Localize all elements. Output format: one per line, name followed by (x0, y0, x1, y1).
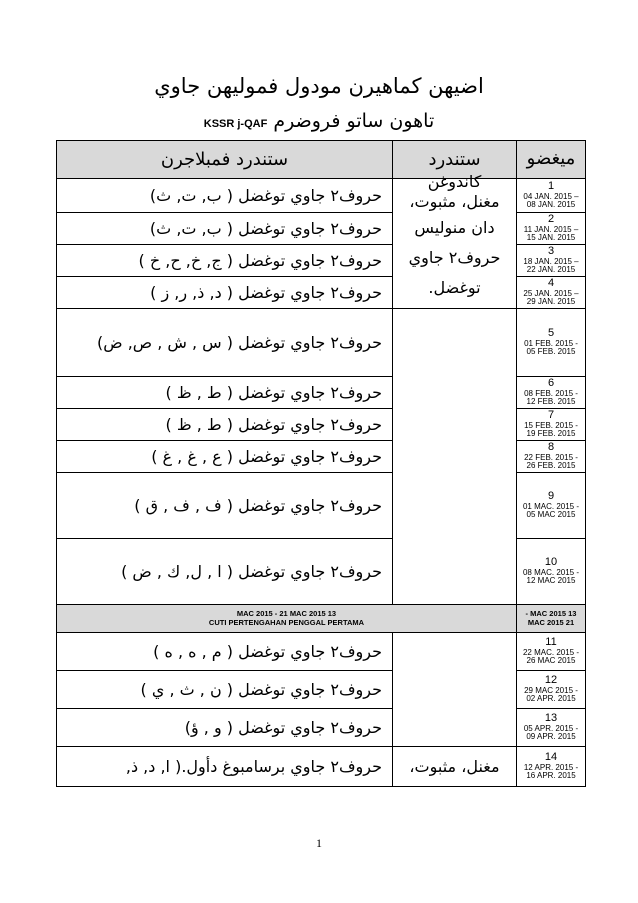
week-cell: 2 11 JAN. 2015 – 15 JAN. 2015 (517, 213, 586, 245)
content-cell: حروف٢ جاوي توغضل ( ط , ظ ) (57, 377, 393, 409)
week-cell: 14 12 APR. 2015 - 16 APR. 2015 (517, 747, 586, 787)
content-cell: حروف٢ جاوي توغضل ( ن , ث , ي ) (57, 671, 393, 709)
document-subtitle (0, 110, 638, 132)
header-week: ميغضو (517, 141, 586, 179)
standard-cell: كاندوغن مغنل، مثبوت، دان منوليس حروف٢ جاوي توغضل. (393, 179, 517, 309)
week-cell: 13 05 APR. 2015 - 09 APR. 2015 (517, 709, 586, 747)
week-cell: 9 01 MAC. 2015 - 05 MAC 2015 (517, 473, 586, 539)
table-row (57, 633, 586, 671)
week-cell: 11 22 MAC. 2015 - 26 MAC 2015 (517, 633, 586, 671)
content-cell: حروف٢ جاوي توغضل ( م , ه , ه ) (57, 633, 393, 671)
content-cell: حروف٢ جاوي توغضل ( ج, خ, ح, خ ) (57, 245, 393, 277)
content-cell: حروف٢ جاوي توغضل ( و , ؤ) (57, 709, 393, 747)
header-standard: ستندرد (393, 141, 517, 179)
subtitle-text: تاهون ساتو فروضرم (273, 110, 435, 132)
week-cell: 4 25 JAN. 2015 – 29 JAN. 2015 (517, 277, 586, 309)
page-number: 1 (316, 836, 322, 850)
standard-cell: مغنل، مثبوت، (393, 747, 517, 787)
header-learning: ستندرد فمبلاجرن (57, 141, 393, 179)
holiday-week-cell: 13 MAC 2015 - 21 MAC 2015 (517, 605, 586, 633)
standard-cell-empty (393, 633, 517, 747)
holiday-cell: 13 MAC 2015 - 21 MAC 2015 CUTI PERTENGAHAN PENGGAL PERTAMA (57, 605, 517, 633)
subtitle-prefix: KSSR j-QAF (203, 118, 268, 130)
table-row (57, 747, 586, 787)
week-cell: 3 18 JAN. 2015 – 22 JAN. 2015 (517, 245, 586, 277)
week-cell: 1 04 JAN. 2015 – 08 JAN. 2015 (517, 179, 586, 213)
document-title: اضيهن كماهيرن مودول فموليهن جاوي (154, 74, 484, 98)
week-cell: 5 01 FEB. 2015 - 05 FEB. 2015 (517, 309, 586, 377)
standard-cell-empty (393, 309, 517, 605)
content-cell: حروف٢ جاوي توغضل ( ب, ت, ث) (57, 213, 393, 245)
table-row (57, 309, 586, 377)
content-cell: حروف٢ جاوي توغضل ( ب, ت, ث) (57, 179, 393, 213)
content-cell: حروف٢ جاوي توغضل ( ط , ظ ) (57, 409, 393, 441)
content-cell: حروف٢ جاوي توغضل ( ف , ف , ق ) (57, 473, 393, 539)
table-row (57, 179, 586, 213)
content-cell: حروف٢ جاوي توغضل ( ا , ل, ك , ض ) (57, 539, 393, 605)
week-cell: 7 15 FEB. 2015 - 19 FEB. 2015 (517, 409, 586, 441)
week-cell: 12 29 MAC 2015 - 02 APR. 2015 (517, 671, 586, 709)
content-cell: حروف٢ جاوي توغضل ( س , ش , ص, ض) (57, 309, 393, 377)
holiday-row (57, 605, 586, 633)
content-cell: حروف٢ جاوي برسامبوغ دأول.( ا, د, ذ, (57, 747, 393, 787)
week-cell: 8 22 FEB. 2015 - 26 FEB. 2015 (517, 441, 586, 473)
content-cell: حروف٢ جاوي توغضل ( د, ذ, ر, ز ) (57, 277, 393, 309)
content-cell: حروف٢ جاوي توغضل ( ع , غ , غ ) (57, 441, 393, 473)
syllabus-table (56, 140, 586, 787)
week-cell: 6 08 FEB. 2015 - 12 FEB. 2015 (517, 377, 586, 409)
week-cell: 10 08 MAC. 2015 - 12 MAC 2015 (517, 539, 586, 605)
